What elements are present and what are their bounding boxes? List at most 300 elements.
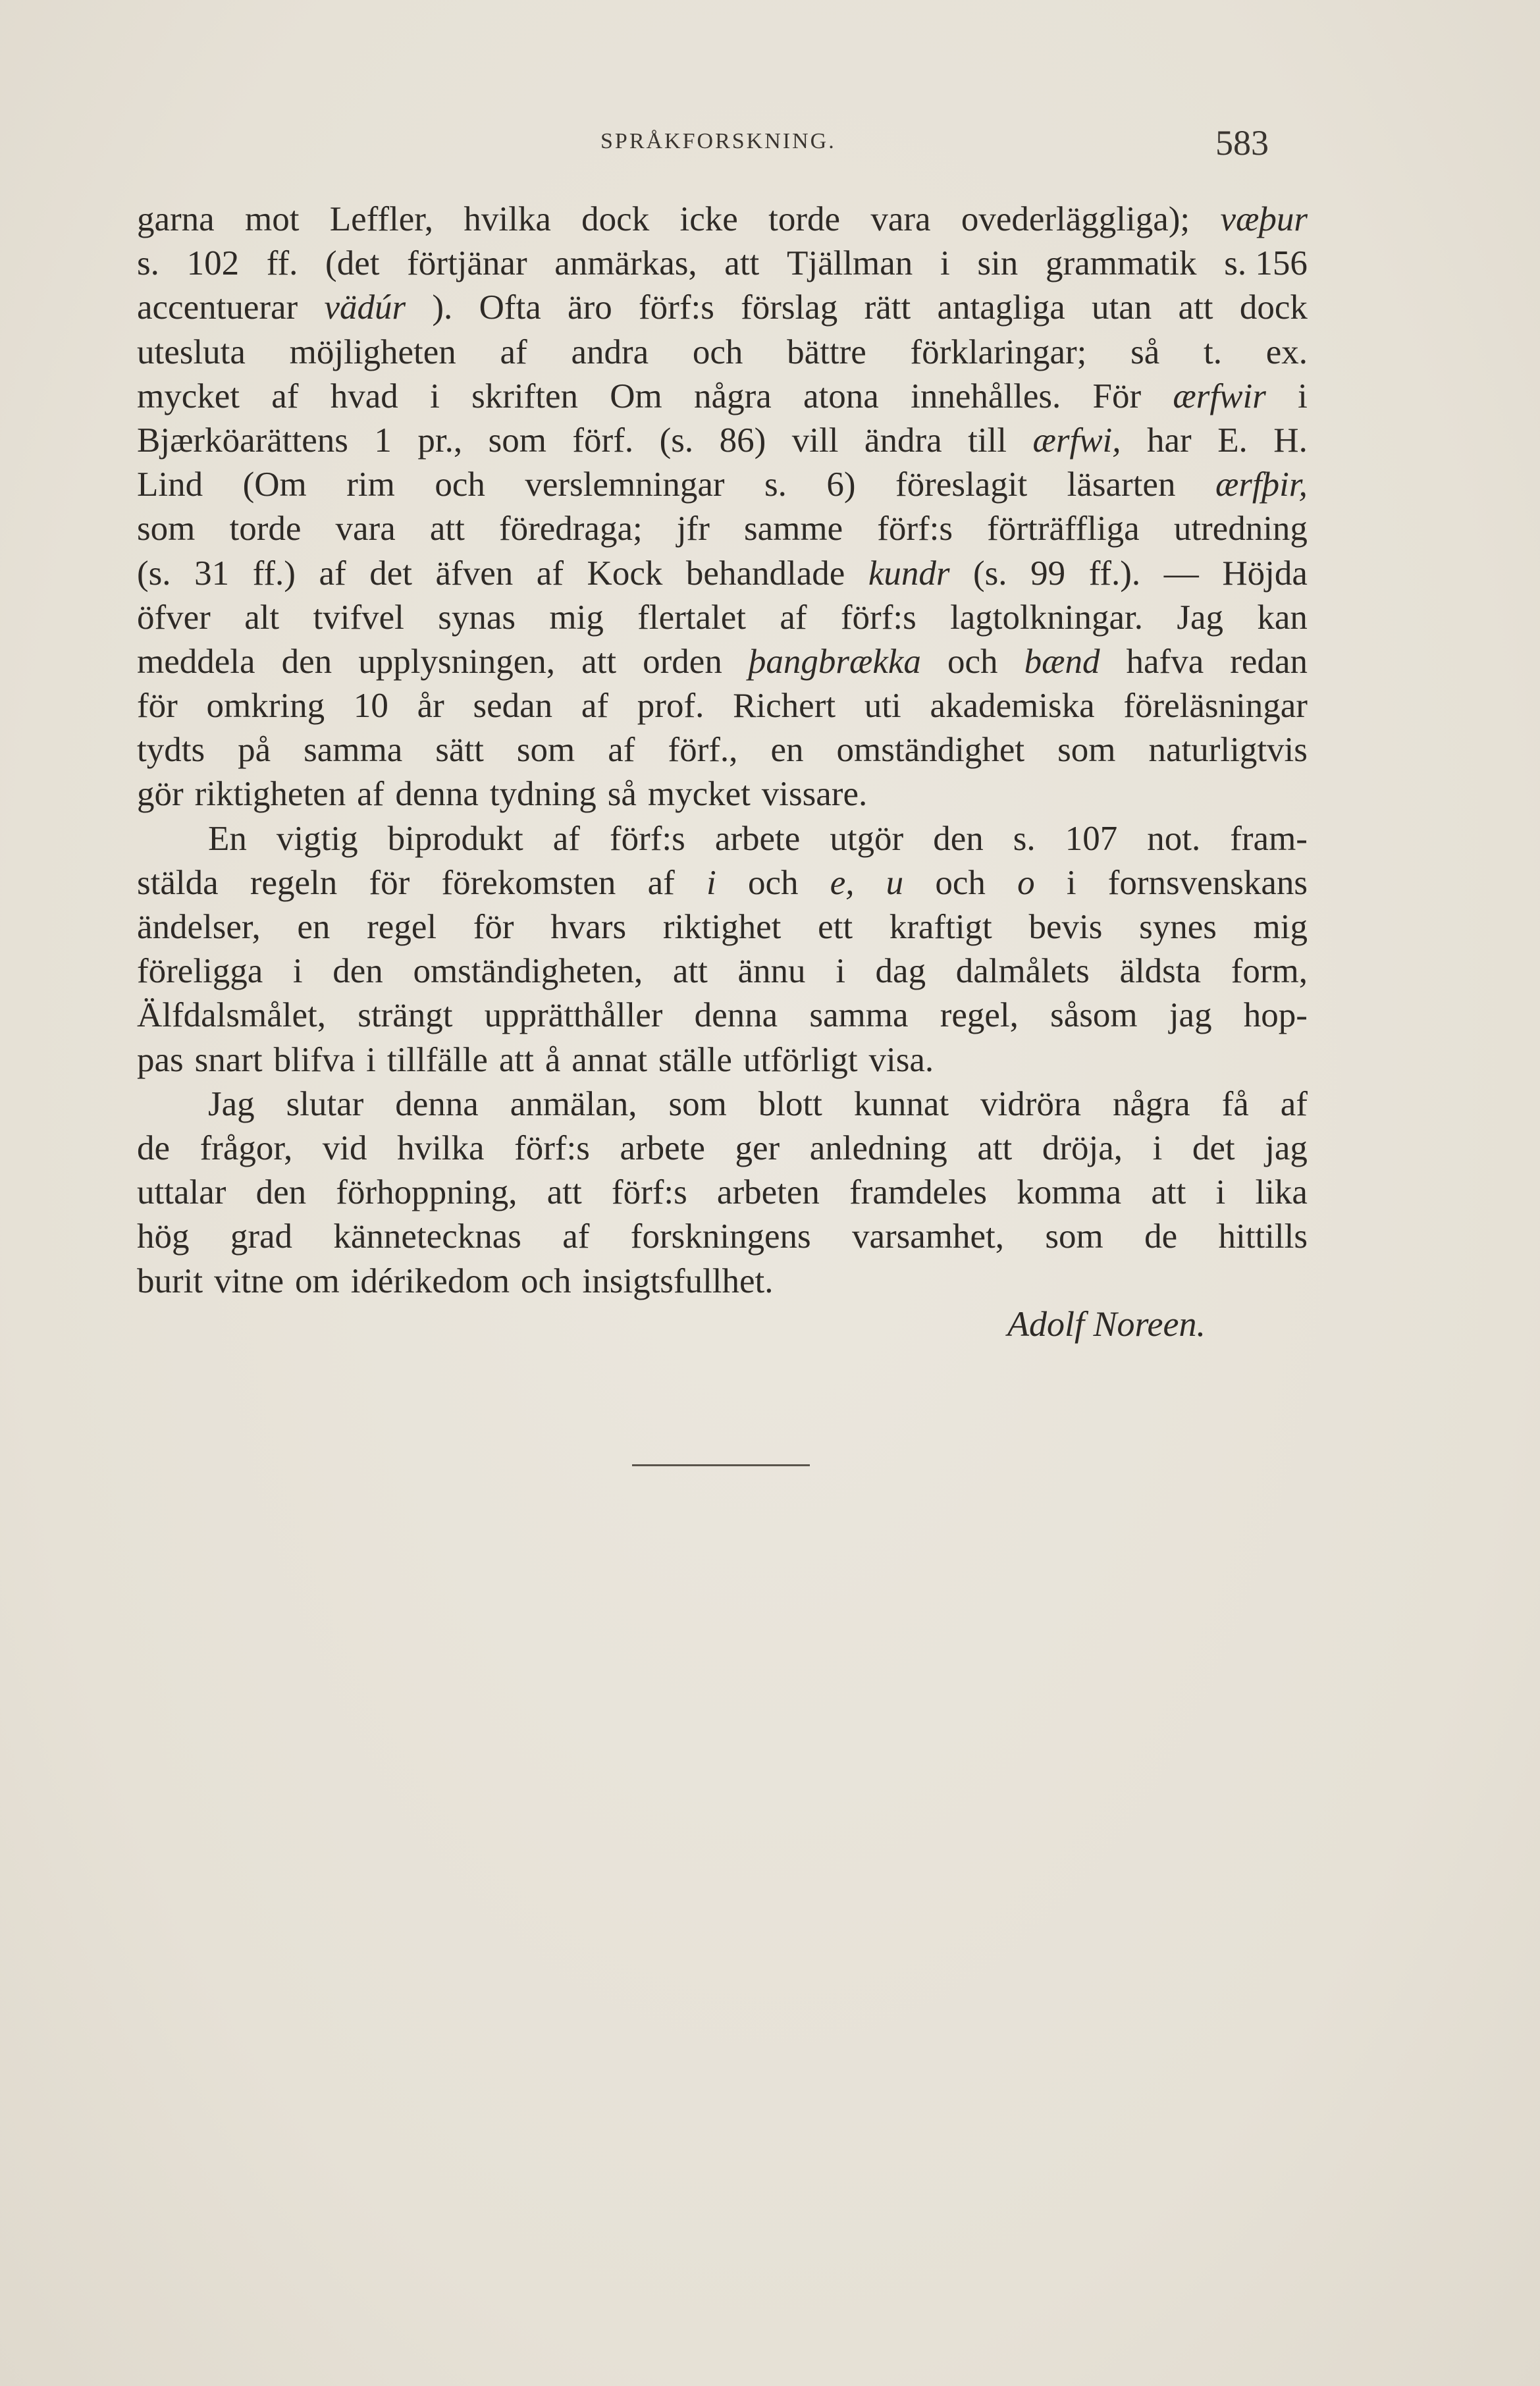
word: snart	[194, 1040, 263, 1079]
word: vidröra	[980, 1084, 1082, 1123]
word: af	[357, 775, 385, 814]
word: frågor,	[199, 1128, 293, 1167]
text-line	[137, 331, 1308, 375]
word: dalmålets	[955, 952, 1090, 991]
word: möjligheten	[289, 332, 456, 371]
word: E.	[1217, 421, 1248, 460]
word: i	[940, 244, 950, 283]
word: icke	[679, 200, 738, 238]
word: ff.).	[1088, 554, 1141, 593]
word: vara	[870, 200, 931, 238]
word: ff.	[266, 244, 298, 283]
word: sedan	[473, 687, 553, 726]
word: omständigheten,	[413, 952, 643, 991]
word: alt	[244, 598, 280, 637]
word: mycket	[137, 377, 240, 415]
word: förf:s	[514, 1128, 590, 1167]
word: ändra	[864, 421, 942, 460]
word: jag	[1265, 1128, 1308, 1167]
word: riktigheten	[194, 775, 346, 814]
word: Höjda	[1222, 554, 1308, 593]
word: föredraga;	[498, 510, 643, 548]
word: Jag	[1177, 598, 1224, 637]
word: strängt	[358, 996, 453, 1035]
word: (det	[325, 244, 380, 283]
text-line	[137, 949, 1308, 994]
word: 99	[1030, 554, 1066, 593]
text-line	[137, 198, 1308, 242]
word: att	[724, 244, 760, 283]
text-line	[137, 463, 1308, 507]
word: som	[1057, 731, 1116, 770]
word: s. 156	[1224, 244, 1308, 283]
word: äldsta	[1119, 952, 1202, 991]
word: blott	[758, 1084, 822, 1123]
word: för	[473, 908, 514, 946]
word: antagliga	[937, 288, 1065, 327]
word: lika	[1255, 1173, 1308, 1212]
word: bevis	[1028, 908, 1103, 946]
word: kraftigt	[889, 908, 992, 946]
text-line	[137, 1082, 1308, 1127]
text-line	[137, 1038, 1308, 1082]
italic-word: o	[1017, 863, 1035, 902]
word: insigtsfullhet.	[582, 1261, 774, 1300]
word: utesluta	[137, 332, 246, 371]
word: i	[1152, 1128, 1163, 1167]
word: att	[546, 1173, 582, 1212]
word: förf:s	[611, 1173, 687, 1212]
word: fornsvenskans	[1107, 863, 1308, 902]
word: arbeten	[716, 1173, 820, 1212]
word: af	[608, 731, 635, 770]
text-line	[137, 861, 1308, 905]
word: ger	[735, 1128, 780, 1167]
word: mot	[245, 200, 300, 238]
word: kan	[1257, 598, 1308, 637]
word: vitne	[214, 1261, 284, 1300]
word: upplysningen,	[358, 642, 556, 681]
text-line	[137, 1259, 1308, 1304]
word: orden	[643, 642, 722, 681]
word: i	[836, 952, 845, 991]
word: hvars	[550, 908, 627, 946]
word: utredning	[1173, 510, 1308, 548]
text-line	[137, 772, 1308, 816]
word: som	[516, 731, 575, 770]
word: en	[297, 908, 331, 946]
word: arbete	[620, 1128, 705, 1167]
word: accentuerar	[137, 288, 298, 327]
text-line	[137, 728, 1308, 772]
word: förslag	[741, 288, 838, 327]
text-line	[137, 817, 1308, 861]
word: Tjällman	[786, 244, 913, 283]
word: att	[672, 952, 708, 991]
word: stälda	[137, 863, 219, 902]
text-line	[137, 994, 1308, 1038]
word: —	[1163, 554, 1199, 593]
word: synas	[438, 598, 516, 637]
word: ).	[432, 288, 453, 327]
text-line	[137, 286, 1308, 330]
word: som	[488, 421, 546, 460]
word: tydning	[489, 775, 597, 814]
word: meddela	[137, 642, 255, 681]
word: 31	[194, 554, 230, 593]
word: samma	[809, 996, 909, 1035]
word: mig	[1253, 908, 1308, 946]
word: regel,	[940, 996, 1019, 1035]
text-line	[137, 507, 1308, 551]
word: få	[1221, 1084, 1249, 1123]
word: hög	[137, 1217, 190, 1256]
word: ovederläggliga);	[961, 200, 1190, 238]
word: annat	[571, 1040, 648, 1079]
word: i	[1215, 1173, 1226, 1212]
word: garna	[137, 200, 215, 238]
word: flertalet	[637, 598, 746, 637]
word: förhoppning,	[336, 1173, 518, 1212]
word: burit	[137, 1261, 203, 1300]
word: form,	[1231, 952, 1308, 991]
word: föreligga	[137, 952, 263, 991]
word: (s.	[973, 554, 1007, 593]
word: denna	[395, 1084, 479, 1123]
text-line	[137, 375, 1308, 419]
word: behandlade	[685, 554, 845, 593]
word: komma	[1017, 1173, 1122, 1212]
word: på	[238, 731, 271, 770]
word: anledning	[809, 1128, 947, 1167]
word: blifva	[273, 1040, 356, 1079]
text-line	[137, 552, 1308, 596]
word: förtjänar	[407, 244, 527, 283]
word: slutar	[286, 1084, 364, 1123]
word: den	[933, 819, 984, 858]
word: och	[935, 863, 986, 902]
word: några	[1112, 1084, 1190, 1123]
word: regel	[367, 908, 437, 946]
italic-word: kundr	[868, 554, 950, 593]
word: öfver	[137, 598, 211, 637]
word: t.	[1203, 332, 1222, 371]
running-head: SPRÅKFORSKNING.	[600, 129, 836, 153]
word: och	[521, 1261, 571, 1300]
word: för	[137, 687, 178, 726]
word: ex.	[1265, 332, 1308, 371]
italic-word: væþur	[1220, 200, 1308, 238]
word: upprätthåller	[484, 996, 663, 1035]
word: framdeles	[849, 1173, 988, 1212]
word: af	[780, 598, 807, 637]
word: biprodukt	[387, 819, 523, 858]
word: Ofta	[479, 288, 541, 327]
word: grammatik	[1045, 244, 1197, 283]
word: jfr	[676, 510, 710, 548]
word: synes	[1139, 908, 1217, 946]
word: att	[1178, 288, 1213, 327]
text-line	[137, 640, 1308, 684]
word: den	[255, 1173, 307, 1212]
word: hafva	[1126, 642, 1204, 681]
word: ett	[818, 908, 853, 946]
italic-word: þangbrækka	[748, 642, 921, 681]
word: dag	[875, 952, 926, 991]
word: tillfälle	[386, 1040, 488, 1079]
word: af	[1280, 1084, 1308, 1123]
word: ställe	[658, 1040, 732, 1079]
italic-word: u	[886, 863, 904, 902]
word: s.	[1013, 819, 1036, 858]
italic-word: i	[706, 863, 716, 902]
word: förekomsten	[441, 863, 616, 902]
italic-word: vädúr	[324, 288, 406, 327]
word: af	[581, 687, 609, 726]
word: och	[435, 465, 485, 504]
word: att	[498, 1040, 534, 1079]
word: hvilka	[464, 200, 551, 238]
word: Jag	[208, 1084, 255, 1123]
word: vill	[791, 421, 839, 460]
word: äro	[568, 288, 612, 327]
word: arbete	[714, 819, 801, 858]
word: af	[536, 554, 564, 593]
word: anmälan,	[510, 1084, 637, 1123]
word: visa.	[868, 1040, 934, 1079]
word: Richert	[733, 687, 836, 726]
word: Kock	[587, 554, 663, 593]
word: torde	[768, 200, 841, 238]
word: omständighet	[836, 731, 1025, 770]
word: och	[947, 642, 998, 681]
word: Lind	[137, 465, 203, 504]
word: hittills	[1218, 1217, 1308, 1256]
word: år	[417, 687, 444, 726]
word: kännetecknas	[333, 1217, 521, 1256]
word: föreslagit	[895, 465, 1028, 504]
word: de	[137, 1128, 171, 1167]
word: fram-	[1230, 819, 1308, 858]
word: så	[1130, 332, 1160, 371]
word: den	[332, 952, 383, 991]
word: Om	[610, 377, 662, 415]
word: så	[607, 775, 637, 814]
word: rätt	[864, 288, 911, 327]
word: För	[1092, 377, 1142, 415]
body-text	[137, 198, 1308, 1304]
author-signature: Adolf Noreen.	[1007, 1304, 1206, 1344]
word: grad	[230, 1217, 293, 1256]
word: andra	[571, 332, 649, 371]
word: af	[562, 1217, 590, 1256]
word: jag	[1169, 996, 1212, 1035]
word: förf:s	[609, 819, 685, 858]
word: den	[281, 642, 332, 681]
word: vissare.	[761, 775, 868, 814]
word: som	[668, 1084, 727, 1123]
word: i	[430, 377, 440, 415]
word: s.	[764, 465, 787, 504]
word: förf.	[572, 421, 634, 460]
word: idérikedom	[350, 1261, 510, 1300]
word: dock	[581, 200, 650, 238]
word: att	[581, 642, 617, 681]
word: vara	[335, 510, 396, 548]
word: hvad	[330, 377, 398, 415]
word: denna	[395, 775, 479, 814]
word: anmärkas,	[554, 244, 697, 283]
word: för	[369, 863, 410, 902]
word: prof.	[637, 687, 704, 726]
word: och	[747, 863, 799, 902]
word: af	[552, 819, 580, 858]
word: verslemningar	[525, 465, 725, 504]
word: å	[544, 1040, 561, 1079]
word: forskningens	[630, 1217, 811, 1256]
word: de	[1144, 1217, 1178, 1256]
word: det	[369, 554, 412, 593]
word: mycket	[647, 775, 751, 814]
word: dock	[1239, 288, 1308, 327]
word: gör	[137, 775, 184, 814]
word: skriften	[471, 377, 578, 415]
word: En	[208, 819, 247, 858]
word: utan	[1092, 288, 1152, 327]
word: innehålles.	[911, 377, 1061, 415]
word: i	[1066, 863, 1076, 902]
word: Bjærköarättens	[137, 421, 348, 460]
word: bättre	[787, 332, 866, 371]
word: ff.)	[252, 554, 296, 593]
word: utgör	[830, 819, 904, 858]
word: Leffler,	[329, 200, 434, 238]
italic-word: e,	[830, 863, 855, 902]
word: som	[1045, 1217, 1103, 1256]
word: omkring	[206, 687, 325, 726]
word: akademiska	[930, 687, 1095, 726]
word: af	[647, 863, 675, 902]
word: i	[1298, 377, 1308, 415]
word: riktighet	[662, 908, 782, 946]
word: lagtolkningar.	[950, 598, 1143, 637]
word: varsamhet,	[851, 1217, 1005, 1256]
italic-word: ærfwi,	[1032, 421, 1121, 460]
word: förklaringar;	[910, 332, 1087, 371]
word: och	[692, 332, 743, 371]
word: s.	[137, 244, 159, 283]
word: sin	[977, 244, 1019, 283]
word: det	[1192, 1128, 1235, 1167]
word: som	[137, 510, 196, 548]
word: läsarten	[1067, 465, 1176, 504]
word: har	[1147, 421, 1192, 460]
word: förf.,	[668, 731, 738, 770]
word: några	[694, 377, 772, 415]
word: i	[292, 952, 303, 991]
italic-word: ærfþir,	[1215, 465, 1308, 504]
word: föreläsningar	[1123, 687, 1308, 726]
word: tydts	[137, 731, 205, 770]
word: af	[271, 377, 299, 415]
word: samme	[743, 510, 843, 548]
word: mig	[549, 598, 604, 637]
text-line	[137, 905, 1308, 949]
word: denna	[694, 996, 778, 1035]
word: såsom	[1050, 996, 1138, 1035]
word: att	[977, 1128, 1013, 1167]
word: ändelser,	[137, 908, 261, 946]
word: uttalar	[137, 1173, 226, 1212]
text-line	[137, 1171, 1308, 1215]
word: not.	[1147, 819, 1201, 858]
word: 10	[353, 687, 388, 726]
word: pas	[137, 1040, 184, 1079]
word: Älfdalsmålet,	[137, 996, 326, 1035]
word: att	[1151, 1173, 1186, 1212]
word: förf:s	[877, 510, 953, 548]
text-line	[137, 1215, 1308, 1259]
text-line	[137, 242, 1308, 286]
word: vid	[322, 1128, 367, 1167]
word: förf:s	[639, 288, 714, 327]
word: 102	[186, 244, 240, 283]
word: förträffliga	[987, 510, 1140, 548]
italic-word: ærfwir	[1173, 377, 1266, 415]
word: 86)	[719, 421, 766, 460]
word: af	[500, 332, 527, 371]
word: naturligtvis	[1148, 731, 1308, 770]
section-end-rule	[632, 1464, 810, 1466]
text-line	[137, 596, 1308, 640]
word: torde	[229, 510, 302, 548]
text-line	[137, 1127, 1308, 1171]
word: hvilka	[397, 1128, 485, 1167]
word: ännu	[737, 952, 806, 991]
word: om	[295, 1261, 340, 1300]
word: i	[366, 1040, 376, 1079]
text-line	[137, 684, 1308, 728]
word: uti	[864, 687, 901, 726]
word: H.	[1273, 421, 1308, 460]
page-number: 583	[1215, 123, 1269, 163]
text-line	[137, 419, 1308, 463]
word: 107	[1065, 819, 1118, 858]
word: kunnat	[853, 1084, 949, 1123]
word: hop-	[1243, 996, 1308, 1035]
word: (Om	[242, 465, 307, 504]
word: 1	[374, 421, 392, 460]
word: tvifvel	[313, 598, 404, 637]
word: pr.,	[417, 421, 463, 460]
word: förf:s	[840, 598, 916, 637]
word: samma	[304, 731, 403, 770]
italic-word: bænd	[1024, 642, 1100, 681]
word: redan	[1230, 642, 1308, 681]
word: äfven	[435, 554, 514, 593]
word: af	[319, 554, 346, 593]
word: regeln	[250, 863, 338, 902]
word: till	[968, 421, 1007, 460]
word: (s.	[659, 421, 694, 460]
word: sätt	[435, 731, 484, 770]
word: atona	[803, 377, 879, 415]
word: dröja,	[1042, 1128, 1123, 1167]
word: utförligt	[743, 1040, 858, 1079]
word: rim	[346, 465, 395, 504]
word: vigtig	[276, 819, 358, 858]
word: 6)	[826, 465, 856, 504]
